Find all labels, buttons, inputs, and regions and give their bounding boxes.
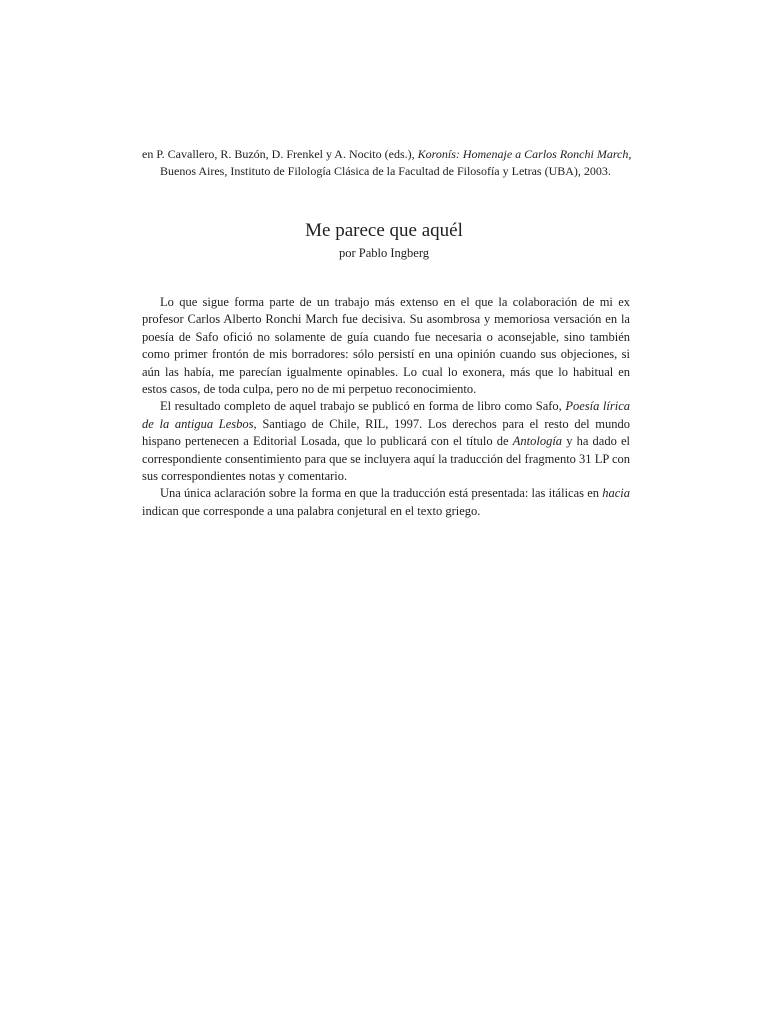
italic-example-word: hacia [602, 486, 630, 501]
book-title-antologia: Antología [512, 434, 563, 449]
citation-prefix: en P. Cavallero, R. Buzón, D. Frenkel y A. Nocito (eds.), [142, 147, 418, 161]
citation-book-title: Koronís: Homenaje a Carlos Ronchi March, [417, 147, 632, 161]
article-title: Me parece que aquél [305, 220, 463, 241]
article-body [142, 294, 630, 520]
citation-block [142, 146, 662, 180]
article-byline: por Pablo Ingberg [338, 246, 430, 260]
paragraph-2 [142, 398, 630, 485]
paragraph-2-text-b: Santiago de Chile, RIL, 1997. Los derechos para el resto del mundo hispano pertenecen a Editorial Losada, que lo publicará con el título de [142, 416, 630, 449]
paragraph-3-text-b: indican que corresponde a una palabra conjetural en el texto griego. [142, 503, 481, 518]
paragraph-3 [142, 485, 630, 520]
paragraph-2-text-a: El resultado completo de aquel trabajo se publicó en forma de libro como Safo, [160, 399, 566, 414]
paragraph-1: Lo que sigue forma parte de un trabajo más extenso en el que la colaboración de mi ex profesor Carlos Alberto Ronchi March fue decisiva. Su asombrosa y memoriosa versación en la poesía de Safo ofició no solamente de guía cuando fue necesaria o aconsejable, sino también como primer frontón de mis borradores: sólo persistí en una opinión cuando sus objeciones, si aún las había, me parecían igualmente opinables. Lo cual lo exonera, más que lo habitual en estos casos, de toda culpa, pero no de mi perpetuo reconocimiento. [142, 295, 630, 397]
book-title-poesia-lirica: Poesía lírica de la antigua Lesbos, [142, 399, 631, 431]
citation-publisher: Buenos Aires, Instituto de Filología Clásica de la Facultad de Filosofía y Letras (UBA), 2003. [160, 164, 611, 178]
paragraph-2-text-c: y ha dado el correspondiente consentimiento para que se incluyera aquí la traducción del fragmento 31 LP con sus correspondientes notas y comentario. [142, 434, 630, 484]
paragraph-3-text-a: Una única aclaración sobre la forma en que la traducción está presentada: las itálicas en [160, 486, 603, 501]
